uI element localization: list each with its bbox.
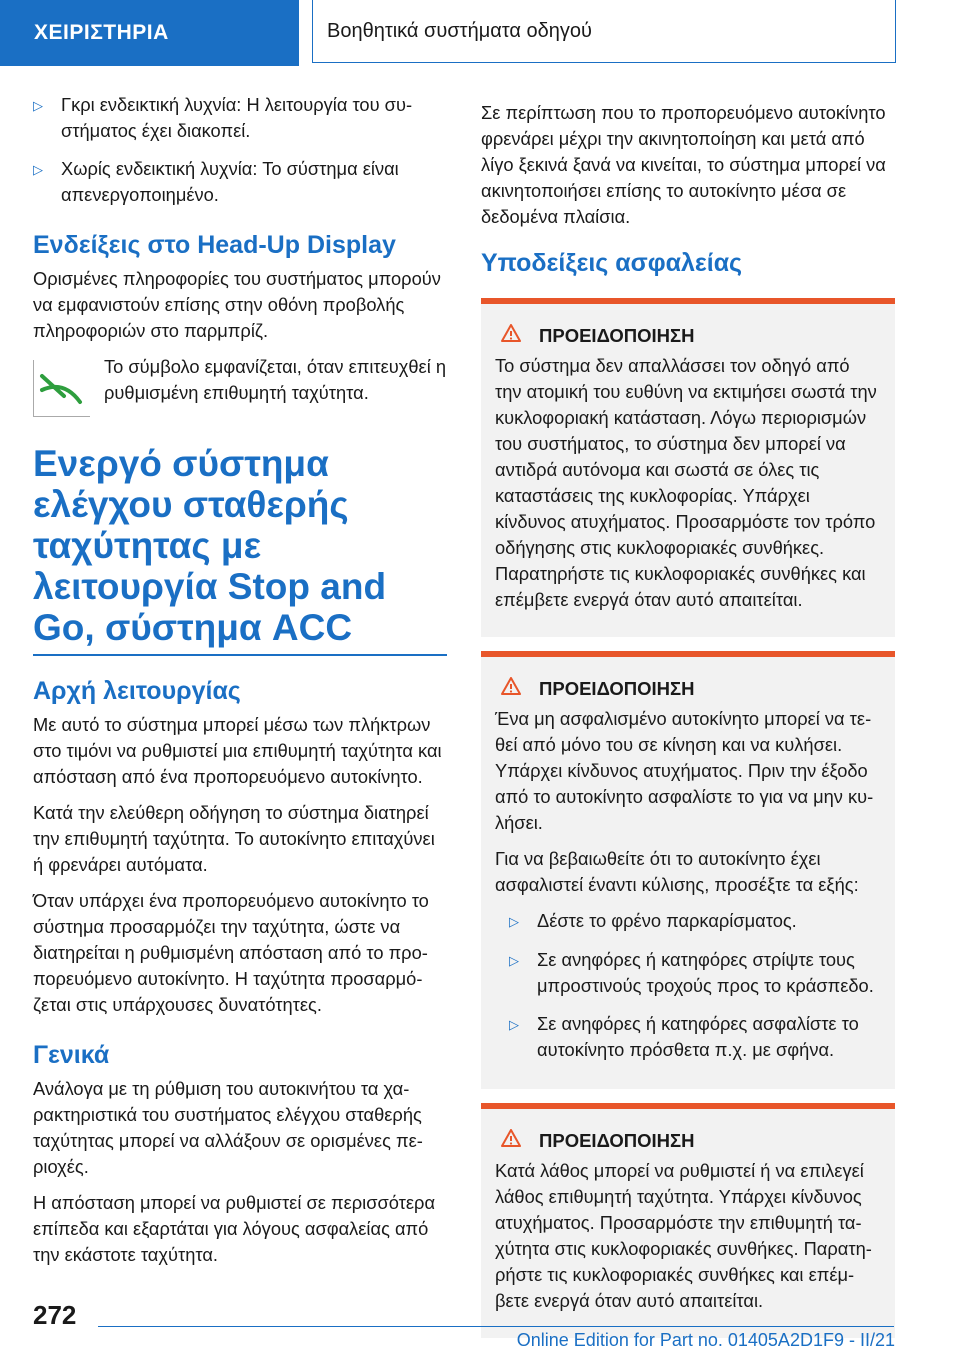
warning-text: Κατά λάθος μπορεί να ρυθμιστεί ή να επιλεγεί λάθος επιθυμητή ταχύτητα. Υπάρχει κίνδυνος ατυχήματος. Προσαρμόστε την επιθυμητή ταχύτητα στις κυκλοφοριακές συνθήκες. Παρατηρήστε τις κυκλοφοριακές συνθήκες και επέμβετε ενεργά όταν αυτό απαιτείται. <box>495 1160 872 1311</box>
warning-text: Για να βεβαιωθείτε ότι το αυτοκίνητο έχει ασφαλιστεί έναντι κύλισης, προσέξτε τα εξής: <box>495 848 859 895</box>
list-item: ▷ Σε ανηφόρες ή κατηφόρες ασφαλίστε το αυτοκίνητο πρόσθετα π.χ. με σφήνα. <box>509 1011 881 1063</box>
triangle-bullet-icon: ▷ <box>509 914 519 929</box>
warning-box <box>481 298 895 637</box>
warning-triangle-icon <box>501 324 521 347</box>
warning-box <box>481 1103 895 1338</box>
paragraph: Ανάλογα με τη ρύθμιση του αυτοκινήτου τα χαρακτηριστικά του συστήματος ελέγχου σταθερής ταχύτητας μπορεί να αλλάξουν σε ορισμένες περιοχές. <box>33 1078 423 1177</box>
right-column <box>481 100 895 1352</box>
paragraph: Κατά την ελεύθερη οδήγηση το σύστημα διατηρεί την επιθυμητή ταχύτητα. Το αυτοκίνητο επιταχύνει ή φρενάρει αυτόματα. <box>33 802 435 875</box>
left-column <box>33 92 447 1278</box>
warning-text: Το σύστημα δεν απαλλάσσει τον οδηγό από την ατομική του ευθύνη να εκτιμήσει σωστά την κυκλοφοριακή κατάσταση. Λόγω περιορισμών του συστήματος, το σύστημα δεν μπορεί να αντιδρά αυτόνομα και σωστά σε όλες τις καταστάσεις της κυκλοφορίας. Υπάρχει κίνδυνος ατυχήματος. Προσαρμόστε τον τρόπο οδήγησης στις κυκλοφοριακές συνθήκες. Παρατηρήστε τις κυκλοφοριακές συνθήκες και επέμβετε ενεργά όταν αυτό απαιτείται. <box>495 355 877 610</box>
arxi-heading: Αρχή λειτουργίας <box>33 677 241 705</box>
safety-heading: Υποδείξεις ασφαλείας <box>481 249 743 277</box>
triangle-bullet-icon: ▷ <box>509 953 519 968</box>
list-item: ▷ Χωρίς ενδεικτική λυχνία: Το σύστημα είναι απενεργοποιημένο. <box>33 156 447 208</box>
intro-text: Σε περίπτωση που το προπορευόμενο αυτοκίνητο φρενάρει μέχρι την ακινητοποίηση και μετά από λίγο ξεκινά ξανά να κινείται, το σύστημα μπορεί να ακινητοποιήσει επίσης το αυτοκίνητο μέσα σε δεδομένα πλαίσια. <box>481 102 886 227</box>
hud-text: Ορισμένες πληροφορίες του συστήματος μπορούν να εμφανιστούν επίσης στην οθόνη προβολής πληροφοριών στο παρμπρίζ. <box>33 268 441 341</box>
warning-box <box>481 651 895 1089</box>
hud-heading: Ενδείξεις στο Head-Up Display <box>33 231 396 259</box>
triangle-bullet-icon: ▷ <box>509 1017 519 1032</box>
page-number: 272 <box>33 1300 77 1330</box>
warning-label: ΠΡΟΕΙΔΟΠΟΙΗΣΗ <box>539 677 695 699</box>
list-item: ▷ Δέστε το φρένο παρκαρίσματος. <box>509 908 881 935</box>
triangle-bullet-icon: ▷ <box>33 162 43 177</box>
symbol-row <box>33 354 447 417</box>
heading-rule <box>33 654 447 656</box>
paragraph: Η απόσταση μπορεί να ρυθμιστεί σε περισσότερα επίπεδα και εξαρτάται για λόγους ασφαλείας από την εκάστοτε ταχύτητα. <box>33 1192 436 1265</box>
symbol-text: Το σύμβολο εμφανίζεται, όταν επιτευχθεί η ρυθμισμένη επιθυμητή ταχύτητα. <box>104 356 447 403</box>
warning-text: Ένα μη ασφαλισμένο αυτοκίνητο μπορεί να τεθεί από μόνο του σε κίνηση και να κυλήσει. Υπάρχει κίνδυνος ατυχήματος. Πριν την έξοδο από το αυτοκίνητο ασφαλίστε το για να μην κυλήσει. <box>495 708 874 833</box>
list-item: ▷ Σε ανηφόρες ή κατηφόρες στρίψτε τους μπροστινούς τροχούς προς το κράσπεδο. <box>509 947 881 999</box>
warning-triangle-icon <box>501 1129 521 1152</box>
triangle-bullet-icon: ▷ <box>33 98 43 113</box>
warning-triangle-icon <box>501 677 521 700</box>
paragraph: Όταν υπάρχει ένα προπορευόμενο αυτοκίνητο το σύστημα προσαρμόζει την ταχύτητα, ώστε να διατηρείται η ρυθμισμένη απόσταση από το προπορευόμενο αυτοκίνητο. Η ταχύτητα προσαρμόζεται στις υπάρχουσες δυνατότητες. <box>33 890 429 1015</box>
footer-rule <box>98 1326 894 1327</box>
chapter-title: Βοηθητικά συστήματα οδηγού <box>312 0 896 63</box>
warning-label: ΠΡΟΕΙΔΟΠΟΙΗΣΗ <box>539 324 695 346</box>
speed-symbol-icon <box>33 360 90 417</box>
main-heading: Ενεργό σύστημα ελέγχου σταθερής ταχύτητας με λειτουργία Stop and Go, σύστημα ACC <box>33 443 387 648</box>
genika-heading: Γενικά <box>33 1041 110 1069</box>
paragraph: Με αυτό το σύστημα μπορεί μέσω των πλήκτρων στο τιμόνι να ρυθμιστεί μια επιθυμητή ταχύτητα και απόσταση από ένα προπορευόμενο αυτοκίνητο. <box>33 714 442 787</box>
warning-label: ΠΡΟΕΙΔΟΠΟΙΗΣΗ <box>539 1129 695 1151</box>
section-tab: ΧΕΙΡΙΣΤΗΡΙΑ <box>0 0 299 66</box>
footer-edition: Online Edition for Part no. 01405A2D1F9 - II/21 <box>516 1330 895 1350</box>
list-item: ▷ Γκρι ενδεικτική λυχνία: Η λειτουργία του συστήματος έχει διακοπεί. <box>33 92 447 144</box>
